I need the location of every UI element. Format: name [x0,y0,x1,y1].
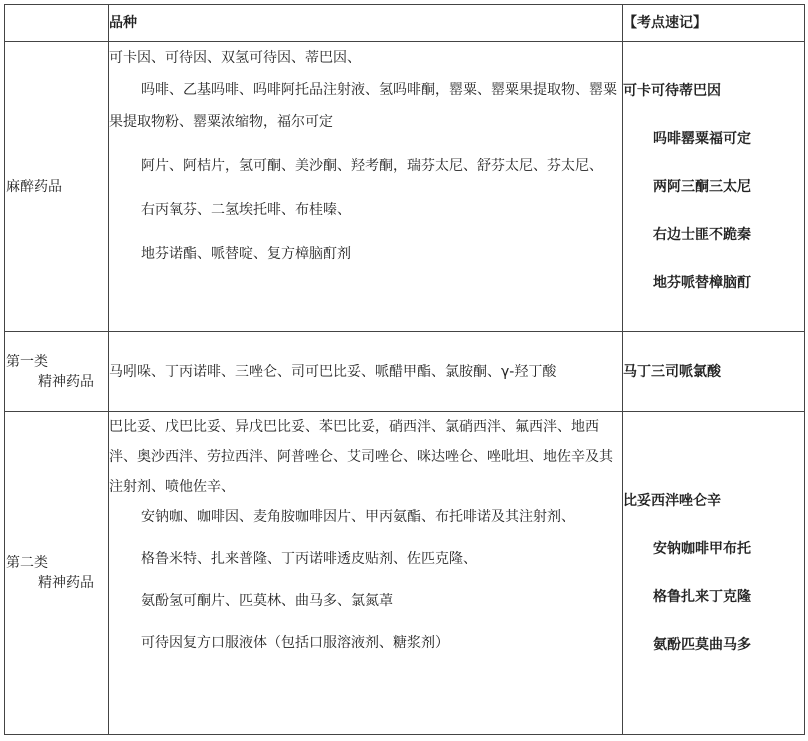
memo-line: 格鲁扎来丁克隆 [653,589,751,605]
variety-line: 格鲁米特、扎来普隆、丁丙诺啡透皮贴剂、佐匹克隆、 [141,551,477,567]
category-label: 精神药品 [38,373,94,390]
memo-line: 两阿三酮三太尼 [653,178,751,195]
table-header-row [5,5,805,42]
variety-line: 可卡因、可待因、双氢可待因、蒂巴因、 [109,50,361,66]
table-row-psychotropic-first [5,332,805,412]
variety-line: 安钠咖、咖啡因、麦角胺咖啡因片、甲丙氨酯、布托啡诺及其注射剂、 [141,509,575,525]
table-row-psychotropic-second [5,412,805,735]
table-row-narcotic [5,42,805,332]
header-empty-cell [5,5,109,42]
category-label: 第二类 [6,555,48,571]
variety-line: 右丙氧芬、二氢埃托啡、布桂嗪、 [141,202,351,218]
memo-line: 右边士匪不跪秦 [653,226,751,243]
variety-cell-narcotic [109,42,623,332]
variety-line: 氨酚氢可酮片、匹莫林、曲马多、氯氮䓬 [141,593,393,609]
variety-line: 地芬诺酯、哌替啶、复方樟脑酊剂 [141,246,351,262]
category-label: 精神药品 [38,575,94,591]
variety-line: 可待因复方口服液体（包括口服溶液剂、糖浆剂） [141,635,449,651]
drug-classification-table [4,4,805,735]
variety-cell-psychotropic-second [109,412,623,735]
memo-cell-narcotic [623,42,805,332]
category-psychotropic-first [5,332,109,412]
variety-line: 吗啡、乙基吗啡、吗啡阿托品注射液、氢吗啡酮，罂粟、罂粟果提取物、罂粟果提取物粉、罂粟浓缩物，福尔可定 [109,82,617,130]
memo-line: 安钠咖啡甲布托 [653,541,751,557]
memo-line: 吗啡罂粟福可定 [653,130,751,147]
memo-cell-psychotropic-first [623,332,805,412]
memo-line: 可卡可待蒂巴因 [623,82,721,99]
memo-line: 地芬哌替樟脑酊 [653,274,751,291]
header-memo: 【考点速记】 [623,5,805,42]
memo-line: 氨酚匹莫曲马多 [653,637,751,653]
category-label: 第一类 [6,353,48,370]
variety-line: 阿片、阿桔片，氢可酮、美沙酮、羟考酮，瑞芬太尼、舒芬太尼、芬太尼、 [141,158,603,174]
header-variety: 品种 [109,5,623,42]
variety-line: 马吲哚、丁丙诺啡、三唑仑、司可巴比妥、哌醋甲酯、氯胺酮、γ-羟丁酸 [109,363,557,380]
category-label: 麻醉药品 [6,178,62,195]
variety-cell-psychotropic-first [109,332,623,412]
memo-line: 比妥西泮唑仑辛 [623,493,721,509]
memo-cell-psychotropic-second [623,412,805,735]
variety-line: 巴比妥、戊巴比妥、异戊巴比妥、苯巴比妥，硝西泮、氯硝西泮、氟西泮、地西泮、奥沙西泮、劳拉西泮、阿普唑仑、艾司唑仑、咪达唑仑、唑吡坦、地佐辛及其注射剂、喷他佐辛、 [109,419,613,495]
category-narcotic [5,42,109,332]
category-psychotropic-second [5,412,109,735]
memo-line: 马丁三司哌氯酸 [623,363,721,380]
